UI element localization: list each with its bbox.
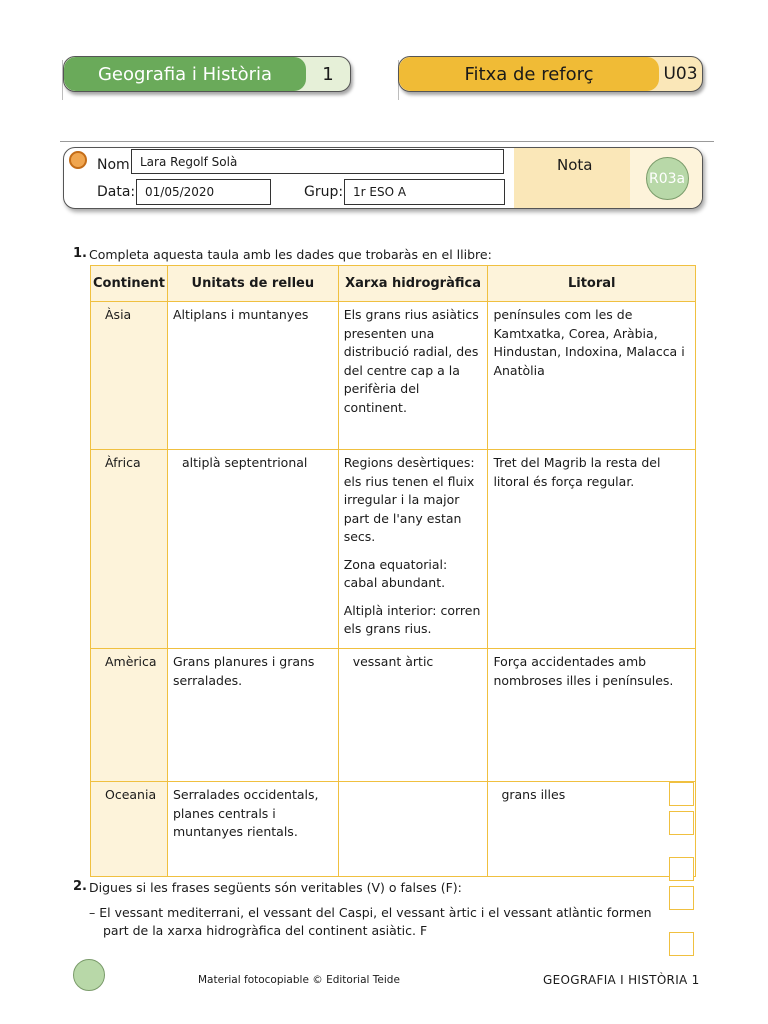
answer-checkbox[interactable] [669,782,694,806]
page-circle [73,959,105,991]
hydro-text: Regions desèrtiques: els rius tenen el fluix irregular i la major part de l'any estan secs. [343,455,475,544]
footer-copyright: Material fotocopiable © Editorial Teide [198,974,400,986]
table-header-row [91,266,696,302]
hydro-text: Zona equatorial: cabal abundant. [343,556,448,590]
relief-cell[interactable]: Serralades occidentals, planes centrals i muntanyes rientals. [167,782,338,877]
table-row [91,450,696,649]
question-2-number: 2. [73,879,87,894]
hydro-text: Altiplà interior: corren els grans rius. [343,602,481,636]
column-header: Unitats de relleu [167,266,338,302]
question-1-text: Completa aquesta taula amb les dades que trobaràs en el llibre: [89,247,492,262]
relief-cell[interactable]: Grans planures i grans serralades. [167,649,338,782]
answer-checkbox[interactable] [669,886,694,910]
relief-cell[interactable]: Altiplans i muntanyes [167,302,338,450]
date-label: Data: [97,184,136,200]
continent-cell: Àsia [91,302,168,450]
question-2-text: Digues si les frases següents són veritables (V) o falses (F): [89,880,462,895]
statement-line: – El vessant mediterrani, el vessant del Caspi, el vessant àrtic i el vessant atlàntic formen [89,905,652,920]
subject-grade: 1 [322,63,334,85]
continents-table [90,265,696,877]
card-top-rule [60,141,714,142]
coast-cell[interactable]: grans illes [488,782,696,877]
column-header: Litoral [488,266,696,302]
hydro-cell[interactable] [338,450,488,649]
group-field[interactable]: 1r ESO A [344,179,505,205]
hydro-cell[interactable] [338,302,488,450]
hydro-cell[interactable] [338,649,488,782]
subject-title: Geografia i Història [64,57,306,91]
continent-cell: Oceania [91,782,168,877]
answer-checkbox[interactable] [669,857,694,881]
column-header: Xarxa hidrogràfica [338,266,488,302]
subject-tab [63,56,351,92]
grade-code: R03a [649,171,686,187]
sheet-type-title: Fitxa de reforç [399,57,659,91]
sheet-type-tab [398,56,703,92]
table-row [91,302,696,450]
question-1-number: 1. [73,246,87,261]
statement-line: part de la xarxa hidrogràfica del continent asiàtic. F [103,923,428,938]
date-field[interactable]: 01/05/2020 [136,179,271,205]
group-label: Grup: [304,184,344,200]
grade-label: Nota [557,156,593,174]
footer-subject: GEOGRAFIA I HISTÒRIA 1 [543,973,700,987]
column-header: Continent [91,266,168,302]
continent-cell: Amèrica [91,649,168,782]
hydro-text: vessant àrtic [352,654,434,669]
coast-cell[interactable]: Força accidentades amb nombroses illes i penínsules. [488,649,696,782]
hydro-text: Els grans rius asiàtics presenten una distribució radial, des del centre cap a la perifèria del continent. [343,307,479,415]
bullet-circle-icon [69,151,87,169]
continent-cell: Àfrica [91,450,168,649]
answer-checkbox[interactable] [669,932,694,956]
hydro-cell[interactable] [338,782,488,877]
unit-code: U03 [663,64,698,84]
coast-cell[interactable]: Tret del Magrib la resta del litoral és força regular. [488,450,696,649]
name-label: Nom [97,157,130,173]
answer-checkbox[interactable] [669,811,694,835]
table-row [91,782,696,877]
table-row [91,649,696,782]
name-field[interactable]: Lara Regolf Solà [131,149,504,174]
relief-cell[interactable]: altiplà septentrional [167,450,338,649]
coast-cell[interactable]: penínsules com les de Kamtxatka, Corea, Aràbia, Hindustan, Indoxina, Malacca i Anatòlia [488,302,696,450]
